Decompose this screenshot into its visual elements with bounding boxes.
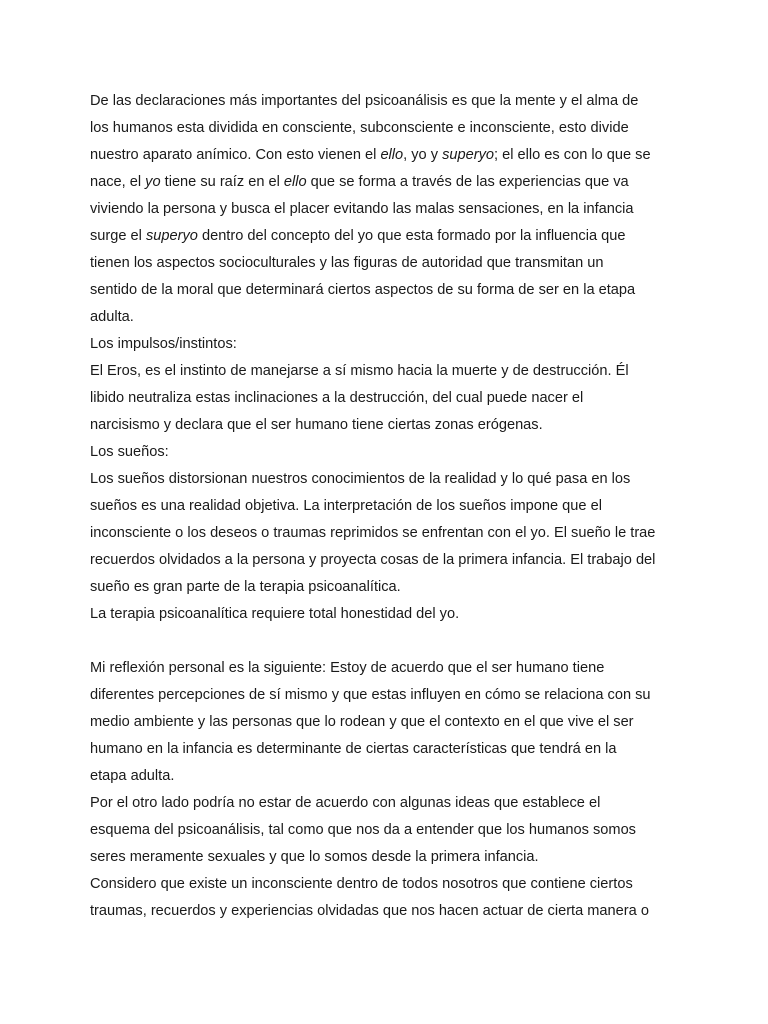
text-line [90,142,690,169]
italic-term-ello: ello [380,147,404,163]
paragraph-reflexion [90,655,690,790]
text-line: adulta. [90,309,134,325]
text-line: etapa adulta. [90,768,175,784]
text-segment: que se forma a través de las experiencias que va [306,174,629,190]
text-segment: nuestro aparato anímico. Con esto vienen el [90,147,381,163]
text-segment: tiene su raíz en el [160,174,284,190]
text-line: tienen los aspectos socioculturales y las figuras de autoridad que transmitan un [90,255,604,271]
document-page [90,88,690,925]
text-line: Considero que existe un inconsciente dentro de todos nosotros que contiene ciertos [90,876,633,892]
text-line [90,169,690,196]
text-line: esquema del psicoanálisis, tal como que nos da a entender que los humanos somos [90,822,636,838]
text-line: sueños es una realidad objetiva. La interpretación de los sueños impone que el [90,498,602,514]
text-segment: nace, el [90,174,146,190]
text-line: Los sueños distorsionan nuestros conocimientos de la realidad y lo qué pasa en los [90,471,631,487]
italic-term-ello: ello [283,174,307,190]
text-segment: surge el [90,228,146,244]
section-heading-impulsos: Los impulsos/instintos: [90,336,237,352]
text-line: sentido de la moral que determinará ciertos aspectos de su forma de ser en la etapa [90,282,636,298]
text-line: seres meramente sexuales y que lo somos desde la primera infancia. [90,849,539,865]
italic-term-yo: yo [145,174,161,190]
text-line: De las declaraciones más importantes del psicoanálisis es que la mente y el alma de [90,93,639,109]
text-line: Mi reflexión personal es la siguiente: Estoy de acuerdo que el ser humano tiene [90,660,605,676]
text-line: viviendo la persona y busca el placer evitando las malas sensaciones, en la infancia [90,201,634,217]
text-line: inconsciente o los deseos o traumas reprimidos se enfrentan con el yo. El sueño le trae [90,525,656,541]
text-line: libido neutraliza estas inclinaciones a la destrucción, del cual puede nacer el [90,390,584,406]
text-line: diferentes percepciones de sí mismo y que estas influyen en cómo se relaciona con su [90,687,651,703]
text-line [90,223,690,250]
paragraph-psicoanalisis [90,88,690,331]
paragraph-terapia: La terapia psicoanalítica requiere total honestidad del yo. [90,606,460,622]
text-line: humano en la infancia es determinante de ciertas características que tendrá en la [90,741,617,757]
text-line: Por el otro lado podría no estar de acuerdo con algunas ideas que establece el [90,795,601,811]
text-line: sueño es gran parte de la terapia psicoanalítica. [90,579,401,595]
section-heading-suenos: Los sueños: [90,444,169,460]
text-segment: , yo y [403,147,443,163]
text-line: traumas, recuerdos y experiencias olvidadas que nos hacen actuar de cierta manera o [90,903,649,919]
italic-term-superyo: superyo [145,228,198,244]
italic-term-superyo: superyo [442,147,495,163]
text-line: narcisismo y declara que el ser humano tiene ciertas zonas erógenas. [90,417,543,433]
text-line: medio ambiente y las personas que lo rodean y que el contexto en el que vive el ser [90,714,634,730]
paragraph-suenos [90,466,690,601]
text-line: los humanos esta dividida en consciente, subconsciente e inconsciente, esto divide [90,120,629,136]
paragraph-desacuerdo [90,790,690,871]
paragraph-spacer [90,628,690,655]
text-line: El Eros, es el instinto de manejarse a sí mismo hacia la muerte y de destrucción. Él [90,363,629,379]
paragraph-eros [90,358,690,439]
text-segment: ; el ello es con lo que se [494,147,651,163]
text-line: recuerdos olvidados a la persona y proyecta cosas de la primera infancia. El trabajo del [90,552,656,568]
text-segment: dentro del concepto del yo que esta formado por la influencia que [197,228,626,244]
paragraph-inconsciente [90,871,690,925]
